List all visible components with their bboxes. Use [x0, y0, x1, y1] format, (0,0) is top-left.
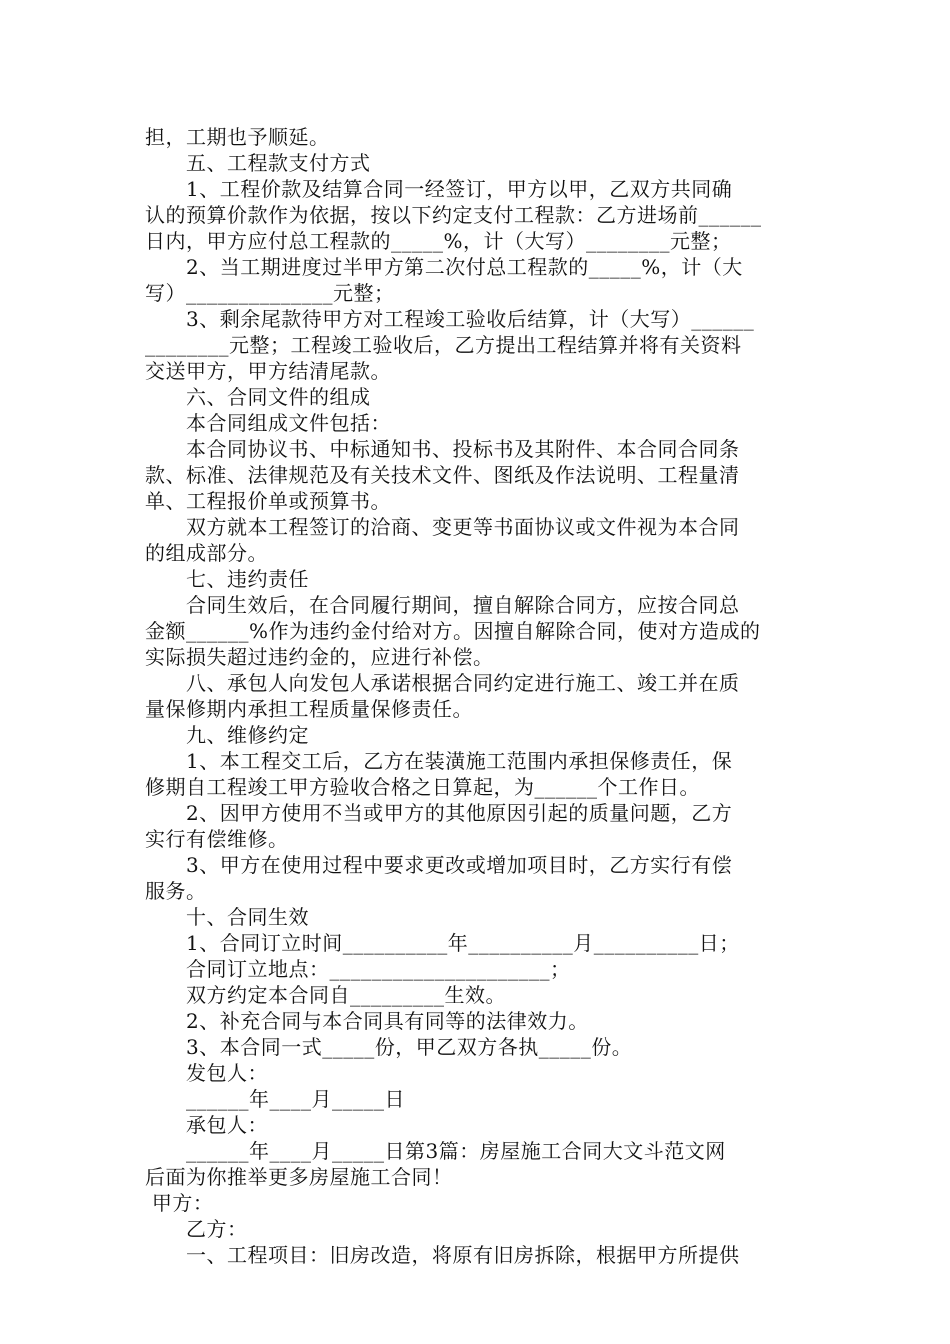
text-line: 双方约定本合同自_________生效。	[145, 983, 506, 1007]
text-line: 款、标准、法律规范及有关技术文件、图纸及作法说明、工程量清	[145, 463, 740, 487]
section-heading: 九、维修约定	[145, 723, 309, 747]
text-line: 发包人：	[145, 1061, 268, 1085]
text-line: ______年____月_____日第3篇：房屋施工合同大文斗范文网	[145, 1139, 726, 1163]
section-heading: 五、工程款支付方式	[145, 151, 371, 175]
text-line: 双方就本工程签订的洽商、变更等书面协议或文件视为本合同	[145, 515, 740, 539]
text-line: 本合同协议书、中标通知书、投标书及其附件、本合同合同条	[145, 437, 740, 461]
text-line: 承包人：	[145, 1113, 268, 1137]
text-line: 量保修期内承担工程质量保修责任。	[145, 697, 473, 721]
text-line: 的组成部分。	[145, 541, 268, 565]
text-line: 一、工程项目：旧房改造，将原有旧房拆除，根据甲方所提供	[145, 1243, 740, 1267]
text-line: ______年____月_____日	[145, 1087, 405, 1111]
text-line: 3、甲方在使用过程中要求更改或增加项目时，乙方实行有偿	[145, 853, 733, 877]
text-line: 2、因甲方使用不当或甲方的其他原因引起的质量问题，乙方	[145, 801, 733, 825]
text-line: 实行有偿维修。	[145, 827, 289, 851]
text-line: 乙方：	[145, 1217, 248, 1241]
text-line: 金额______%作为违约金付给对方。因擅自解除合同，使对方造成的	[145, 619, 761, 643]
text-line: 1、工程价款及结算合同一经签订，甲方以甲，乙双方共同确	[145, 177, 733, 201]
text-line: ________元整；工程竣工验收后，乙方提出工程结算并将有关资料	[145, 333, 742, 357]
text-line: 后面为你推举更多房屋施工合同！	[145, 1165, 453, 1189]
text-line: 1、合同订立时间__________年__________月__________日；	[145, 931, 740, 955]
text-line: 2、补充合同与本合同具有同等的法律效力。	[145, 1009, 589, 1033]
text-line: 合同订立地点：_____________________；	[145, 957, 571, 981]
text-line: 合同生效后，在合同履行期间，擅自解除合同方，应按合同总	[145, 593, 740, 617]
text-line: 本合同组成文件包括：	[145, 411, 391, 435]
section-heading: 六、合同文件的组成	[145, 385, 371, 409]
text-line: 修期自工程竣工甲方验收合格之日算起，为______个工作日。	[145, 775, 700, 799]
text-line: 3、剩余尾款待甲方对工程竣工验收后结算，计（大写）______	[145, 307, 755, 331]
section-heading: 七、违约责任	[145, 567, 309, 591]
text-line: 1、本工程交工后，乙方在装潢施工范围内承担保修责任，保	[145, 749, 733, 773]
text-line: 日内，甲方应付总工程款的_____%，计（大写）________元整；	[145, 229, 732, 253]
text-line: 交送甲方，甲方结清尾款。	[145, 359, 391, 383]
text-line: 单、工程报价单或预算书。	[145, 489, 391, 513]
section-heading: 八、承包人向发包人承诺根据合同约定进行施工、竣工并在质	[145, 671, 740, 695]
text-line: 服务。	[145, 879, 207, 903]
text-line: 甲方：	[145, 1191, 214, 1215]
section-heading: 十、合同生效	[145, 905, 309, 929]
text-line: 实际损失超过违约金的，应进行补偿。	[145, 645, 494, 669]
text-line: 写）______________元整；	[145, 281, 395, 305]
text-line: 3、本合同一式_____份，甲乙双方各执_____份。	[145, 1035, 633, 1059]
text-line: 认的预算价款作为依据，按以下约定支付工程款：乙方进场前______	[145, 203, 762, 227]
text-line: 2、当工期进度过半甲方第二次付总工程款的_____%，计（大	[145, 255, 743, 279]
text-line: 担，工期也予顺延。	[145, 125, 330, 149]
